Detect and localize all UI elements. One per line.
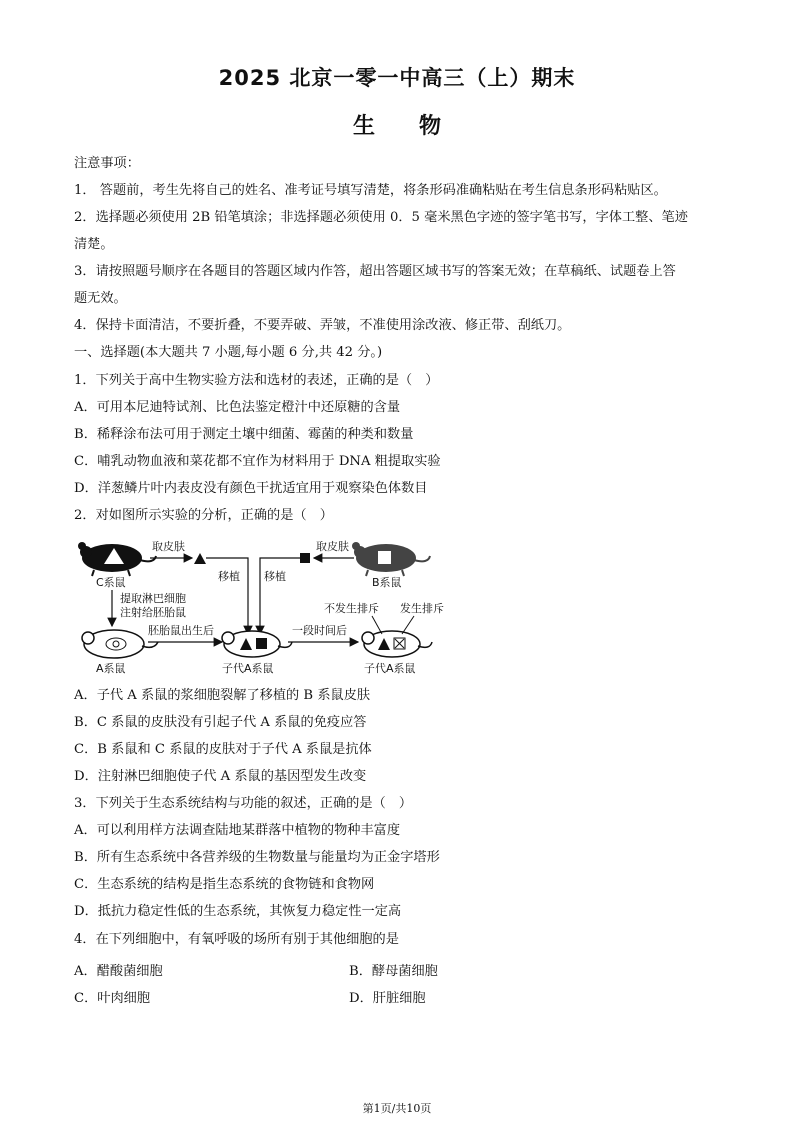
c-mouse-label: C系鼠 (96, 576, 126, 589)
q4-option-a: A．醋酸菌细胞 (74, 964, 163, 979)
q3-option-b: B．所有生态系统中各营养级的生物数量与能量均为正金字塔形 (74, 850, 440, 865)
q2-option-d: D．注射淋巴细胞使子代 A 系鼠的基因型发生改变 (74, 769, 367, 784)
q1-option-d: D．洋葱鳞片叶内表皮没有颜色干扰适宜用于观察染色体数目 (74, 481, 428, 496)
question-3-stem: 3．下列关于生态系统结构与功能的叙述，正确的是（ ） (74, 796, 413, 811)
graft-right-label: 移植 (264, 570, 286, 583)
square-skin-icon (300, 553, 310, 563)
q3-option-c: C．生态系统的结构是指生态系统的食物链和食物网 (74, 877, 375, 892)
notice-line: 4．保持卡面清洁，不要折叠，不要弄破、弄皱，不准使用涂改液、修正带、刮纸刀。 (74, 318, 571, 333)
q4-option-b: B．酵母菌细胞 (349, 964, 438, 979)
b-mouse-label: B系鼠 (372, 576, 402, 589)
q2-option-c: C．B 系鼠和 C 系鼠的皮肤对于子代 A 系鼠是抗体 (74, 742, 372, 757)
page-footer: 第1页/共10页 (362, 1102, 432, 1115)
take-skin-left-label: 取皮肤 (152, 540, 185, 553)
notice-line: 清楚。 (74, 237, 114, 252)
question-1-stem: 1．下列关于高中生物实验方法和选材的表述，正确的是（ ） (74, 373, 439, 388)
q3-option-d: D．抵抗力稳定性低的生态系统，其恢复力稳定性一定高 (74, 904, 402, 919)
q2-option-a: A．子代 A 系鼠的浆细胞裂解了移植的 B 系鼠皮肤 (74, 688, 371, 703)
q1-option-a: A．可用本尼迪特试剂、比色法鉴定橙汁中还原糖的含量 (74, 400, 401, 415)
q4-option-d: D．肝脏细胞 (349, 991, 426, 1006)
question-2-stem: 2．对如图所示实验的分析，正确的是（ ） (74, 508, 333, 523)
graft-left-label: 移植 (218, 570, 240, 583)
q2-option-b: B．C 系鼠的皮肤没有引起子代 A 系鼠的免疫应答 (74, 715, 367, 730)
a-mouse-icon (82, 630, 158, 658)
notice-line: 题无效。 (74, 291, 127, 306)
a-mouse-label: A系鼠 (96, 662, 126, 675)
take-skin-right-label: 取皮肤 (316, 540, 349, 553)
q3-option-a: A．可以利用样方法调查陆地某群落中植物的物种丰富度 (74, 823, 401, 838)
exam-title: 2025 北京一零一中高三（上）期末 (218, 66, 576, 90)
q4-option-c: C．叶肉细胞 (74, 991, 151, 1006)
born-label: 胚胎鼠出生后 (148, 624, 214, 637)
section-heading: 一、选择题(本大题共 7 小题,每小题 6 分,共 42 分。) (74, 345, 383, 360)
offspring-2-label: 子代A系鼠 (364, 662, 416, 675)
offspring-mouse-1-icon (222, 631, 292, 657)
offspring-1-label: 子代A系鼠 (222, 662, 274, 675)
subject-title: 生 物 (352, 114, 441, 139)
no-reject-label: 不发生排斥 (324, 602, 379, 615)
triangle-skin-icon (194, 553, 206, 564)
notice-heading: 注意事项： (74, 156, 140, 171)
later-label: 一段时间后 (292, 624, 347, 637)
extract-line1-label: 提取淋巴细胞 (120, 592, 186, 605)
extract-line2-label: 注射给胚胎鼠 (120, 606, 186, 619)
notice-line: 3．请按照题号顺序在各题目的答题区域内作答，超出答题区域书写的答案无效；在草稿纸、试题卷上答 (74, 264, 676, 279)
notice-line: 1． 答题前，考生先将自己的姓名、准考证号填写清楚，将条形码准确粘贴在考生信息条形码粘贴区。 (74, 183, 667, 198)
question-4-stem: 4．在下列细胞中，有氧呼吸的场所有别于其他细胞的是 (74, 932, 399, 947)
q1-option-b: B．稀释涂布法可用于测定土壤中细菌、霉菌的种类和数量 (74, 427, 414, 442)
reject-label: 发生排斥 (400, 602, 444, 615)
immune-experiment-diagram (74, 534, 460, 676)
q1-option-c: C．哺乳动物血液和菜花都不宜作为材料用于 DNA 粗提取实验 (74, 454, 441, 469)
b-mouse-icon (352, 542, 430, 576)
notice-line: 2．选择题必须使用 2B 铅笔填涂；非选择题必须使用 0．5 毫米黑色字迹的签字笔书写，字体工整、笔迹 (74, 210, 688, 225)
c-mouse-icon (78, 542, 156, 576)
offspring-mouse-2-icon (362, 631, 432, 657)
